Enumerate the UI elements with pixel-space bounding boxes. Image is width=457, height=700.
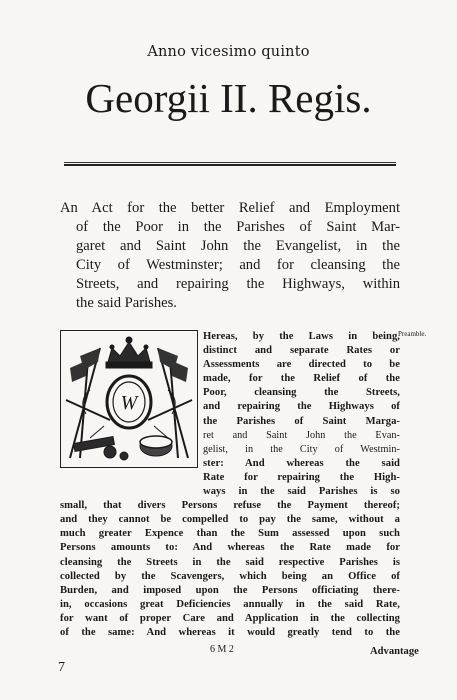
page-number: 7 (58, 660, 65, 675)
body-line: small, that divers Persons refuse the Payment thereof; (60, 500, 400, 512)
act-title (60, 199, 400, 313)
act-body-text (60, 330, 400, 640)
heading-rule-thick (64, 164, 396, 166)
body-line: Poor, cleansing the Streets, (203, 387, 400, 399)
title-line: the said Parishes. (76, 295, 177, 311)
title-line: Streets, and repairing the Highways, within (76, 276, 400, 292)
title-line: An Act for the better Relief and Employment (60, 200, 400, 216)
body-line: collected by the Scavengers, which being an Office of (60, 570, 400, 582)
margin-note: Preamble. (398, 330, 427, 338)
body-line: and they cannot be compelled to pay the same, without a (60, 514, 400, 526)
body-line: Persons amounts to: And whereas the Rate made for (60, 542, 400, 554)
title-line: garet and Saint John the Evangelist, in the (76, 238, 400, 254)
page-heading: Georgii II. Regis. (85, 75, 372, 121)
body-line: of the same: And whereas it would greatly tend to the (60, 626, 400, 638)
body-line: gelist, in the City of Westmin- (203, 443, 400, 455)
body-line: the Parishes of Saint Marga- (203, 415, 400, 427)
body-line: Burden, and imposed upon the Persons officiating there- (60, 584, 400, 596)
body-line: cleansing the Streets in the said respective Parishes is (60, 556, 400, 568)
body-line: Hereas, by the Laws in being, (203, 331, 400, 342)
body-line: in, occasions great Deficiencies annually in the said Rate, (60, 598, 400, 610)
title-line: of the Poor in the Parishes of Saint Mar- (76, 219, 400, 235)
body-line: made, for the Relief of the (203, 373, 400, 385)
svg-text:W: W (120, 392, 138, 414)
title-line: City of Westminster; and for cleansing the (76, 257, 400, 273)
body-line: ster: And whereas the said (203, 457, 400, 469)
body-line: ways in the said Parishes is so (203, 486, 400, 498)
body-line: distinct and separate Rates or (203, 345, 400, 357)
body-line: ret and Saint John the Evan- (203, 429, 400, 441)
body-line: for want of proper Care and Application in the collecting (60, 612, 400, 624)
regnal-year-line: Anno vicesimo quinto (147, 44, 310, 60)
body-line: Rate for repairing the High- (203, 471, 400, 483)
body-line: and repairing the Highways of (203, 401, 400, 413)
body-line: Assessments are directed to be (203, 359, 400, 371)
catchword: Advantage (370, 646, 419, 657)
body-line: much greater Expence than the Sum assessed upon such (60, 528, 400, 540)
signature-mark: 6 M 2 (210, 644, 234, 655)
heading-rule-thin (64, 162, 396, 163)
